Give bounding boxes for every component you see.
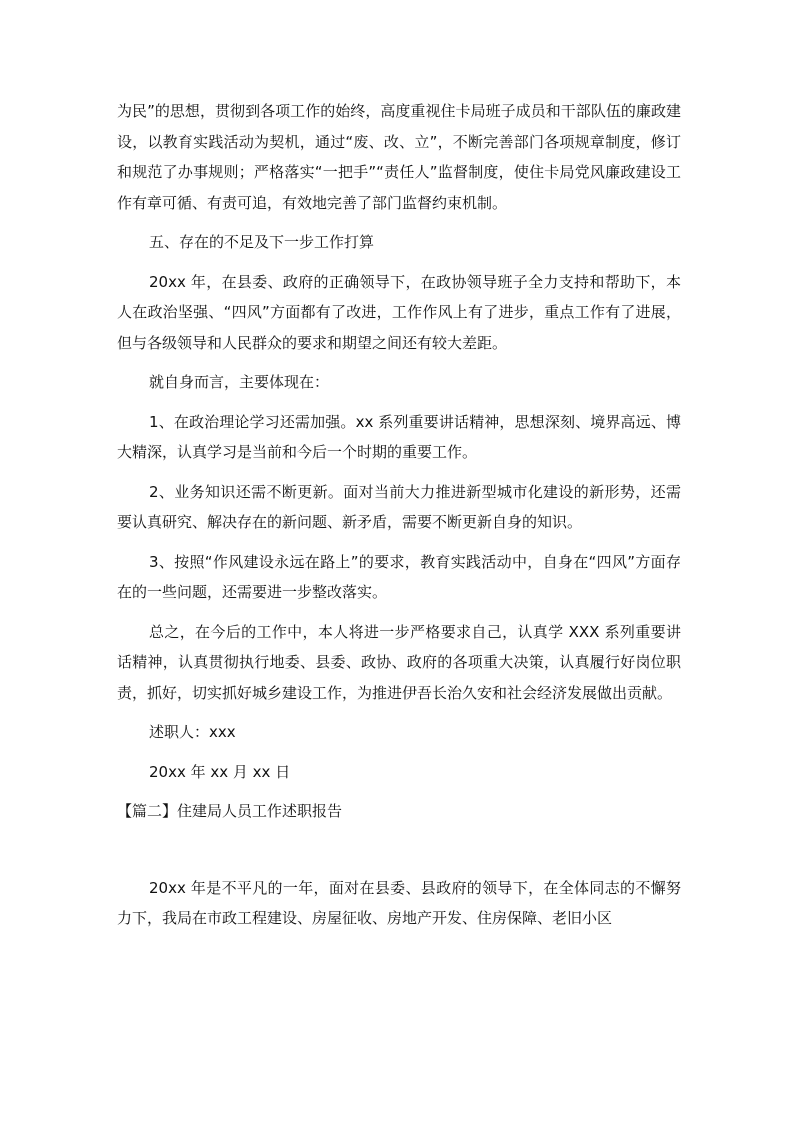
signer-line: 述职人：xxx [149,723,236,741]
list-item-business-knowledge: 2、业务知识还需不断更新。面对当前大力推进新型城市化建设的新形势，还需要认真研究、解决存在的新问题、新矛盾，需要不断更新自身的知识。 [117,482,681,531]
section-heading-shortcomings: 五、存在的不足及下一步工作打算 [149,233,375,251]
paragraph-self-assessment: 就自身而言，主要体现在： [149,373,330,391]
list-item-theory-study: 1、在政治理论学习还需加强。xx 系列重要讲话精神，思想深刻、境界高远、博大精深，认真学习是当前和今后一个时期的重要工作。 [117,412,681,461]
paragraph-part-two-body: 20xx 年是不平凡的一年，面对在县委、县政府的领导下，在全体同志的不懈努力下，我局在市政工程建设、房屋征收、房地产开发、住房保障、老旧小区 [117,878,681,927]
document-body [117,96,681,934]
date-line: 20xx 年 xx 月 xx 日 [149,762,291,781]
paragraph-summary: 总之，在今后的工作中，本人将进一步严格要求自己，认真学 XXX 系列重要讲话精神，认真贯彻执行地委、县委、政协、政府的各项重大决策，认真履行好岗位职责，抓好，切实抓好城乡建设工作，为推进伊吾长治久安和社会经济发展做出贡献。 [117,622,681,702]
part-two-title: 【篇二】住建局人员工作述职报告 [117,802,343,820]
list-item-work-style: 3、按照“作风建设永远在路上”的要求，教育实践活动中，自身在“四风”方面存在的一些问题，还需要进一步整改落实。 [117,552,681,601]
paragraph-intro: 20xx 年，在县委、政府的正确领导下，在政协领导班子全力支持和帮助下，本人在政治坚强、“四风”方面都有了改进，工作作风上有了进步，重点工作有了进展，但与各级领导和人民群众的要求和期望之间还有较大差距。 [117,272,681,352]
paragraph-continuation: 为民”的思想，贯彻到各项工作的始终，高度重视住卡局班子成员和干部队伍的廉政建设，以教育实践活动为契机，通过“废、改、立”，不断完善部门各项规章制度，修订和规范了办事规则；严格落实“一把手”“责任人”监督制度，使住卡局党风廉政建设工作有章可循、有责可追，有效地完善了部门监督约束机制。 [117,102,681,212]
